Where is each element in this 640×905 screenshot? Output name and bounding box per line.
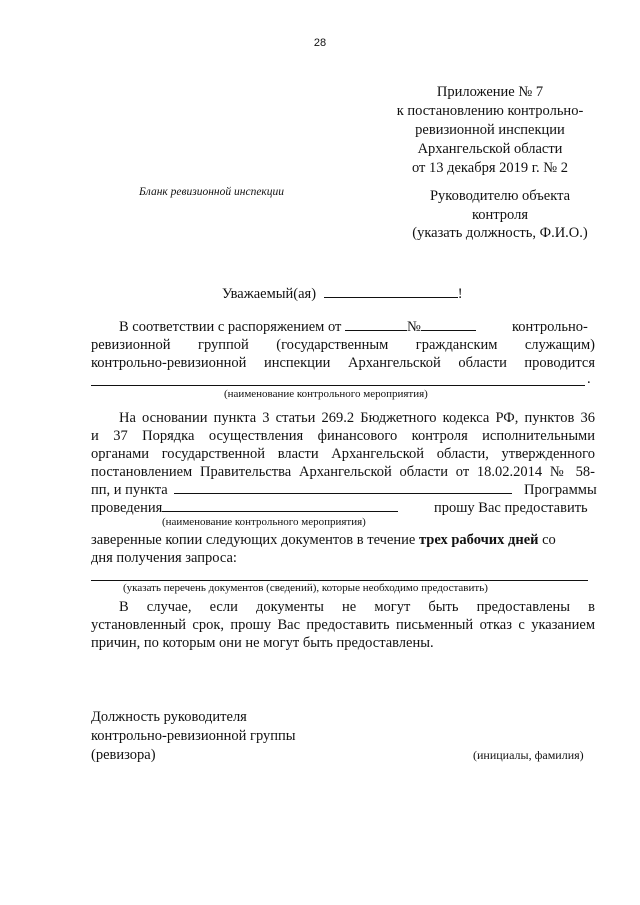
para2-line2: и 37 Порядка осуществления финансового контроля исполнительными xyxy=(91,428,595,444)
program-name-blank xyxy=(162,499,398,512)
documents-list-caption: (указать перечень документов (сведений), которые необходимо предоставить) xyxy=(123,582,488,594)
para1-text: № xyxy=(407,319,421,335)
para3-line3: причин, по которым они не могут быть предоставлены. xyxy=(91,635,434,651)
para3-line2: установленный срок, прошу Вас предоставить письменный отказ с указанием xyxy=(91,617,595,633)
para2-line1: На основании пункта 3 статьи 269.2 Бюджетного кодекса РФ, пунктов 36 xyxy=(119,410,595,426)
para2-text: пп, и пункта xyxy=(91,482,168,498)
recipient-line: (указать должность, Ф.И.О.) xyxy=(412,225,588,241)
event-name-line xyxy=(91,385,585,386)
recipient-block xyxy=(400,187,600,243)
page-number: 28 xyxy=(313,37,327,49)
para2-line5 xyxy=(91,481,512,499)
greeting-prefix: Уважаемый(ая) xyxy=(222,286,317,302)
greeting-suffix: ! xyxy=(457,286,463,302)
para1-line2: ревизионной группой (государственным гражданским служащим) xyxy=(91,337,595,353)
para2-line3: органами государственной власти Архангельской области, утвержденного xyxy=(91,446,595,462)
appendix-line: ревизионной инспекции xyxy=(415,122,565,138)
para3-line1: В случае, если документы не могут быть предоставлены в xyxy=(119,599,595,615)
para1-line1-end: контрольно- xyxy=(512,319,588,335)
para2-line7 xyxy=(91,531,595,549)
letterhead-label: Бланк ревизионной инспекции xyxy=(139,186,285,198)
signature-line2: контрольно-ревизионной группы xyxy=(91,728,296,744)
greeting xyxy=(222,285,463,303)
para1-line4-end: . xyxy=(587,371,591,387)
event-name-caption-2: (наименование контрольного мероприятия) xyxy=(162,516,366,528)
appendix-line: Приложение № 7 xyxy=(436,84,544,100)
para2-line4: постановлением Правительства Архангельской области от 18.02.2014 № 58- xyxy=(91,464,595,480)
appendix-line: от 13 декабря 2019 г. № 2 xyxy=(411,160,569,176)
appendix-line: Архангельской области xyxy=(417,141,563,157)
addressee-blank xyxy=(324,285,458,298)
para1-text: В соответствии с распоряжением от xyxy=(119,319,342,335)
para1-line1 xyxy=(119,318,476,336)
appendix-line: к постановлению контрольно- xyxy=(396,103,584,119)
para2-line6-end: прошу Вас предоставить xyxy=(434,500,588,516)
appendix-block xyxy=(380,83,600,178)
para2-line5-end: Программы xyxy=(524,482,597,498)
deadline-bold: трех рабочих дней xyxy=(418,532,539,548)
para2-line6 xyxy=(91,499,398,517)
initials-caption: (инициалы, фамилия) xyxy=(473,748,584,762)
para1-line3: контрольно-ревизионной инспекции Архангельской области проводится xyxy=(91,355,595,371)
order-date-blank xyxy=(345,318,407,331)
documents-list-line xyxy=(91,580,588,581)
recipient-line: Руководителю объекта xyxy=(429,188,571,204)
event-name-caption: (наименование контрольного мероприятия) xyxy=(224,388,428,400)
para2-text: проведения xyxy=(91,500,163,516)
para2-text: заверенные копии следующих документов в течение xyxy=(91,532,416,548)
program-point-blank xyxy=(174,481,512,494)
para2-text: со xyxy=(542,532,556,548)
para2-line8: дня получения запроса: xyxy=(91,550,237,566)
signature-line3: (ревизора) xyxy=(91,747,156,763)
signature-line1: Должность руководителя xyxy=(91,709,247,725)
order-number-blank xyxy=(421,318,476,331)
recipient-line: контроля xyxy=(471,206,529,223)
